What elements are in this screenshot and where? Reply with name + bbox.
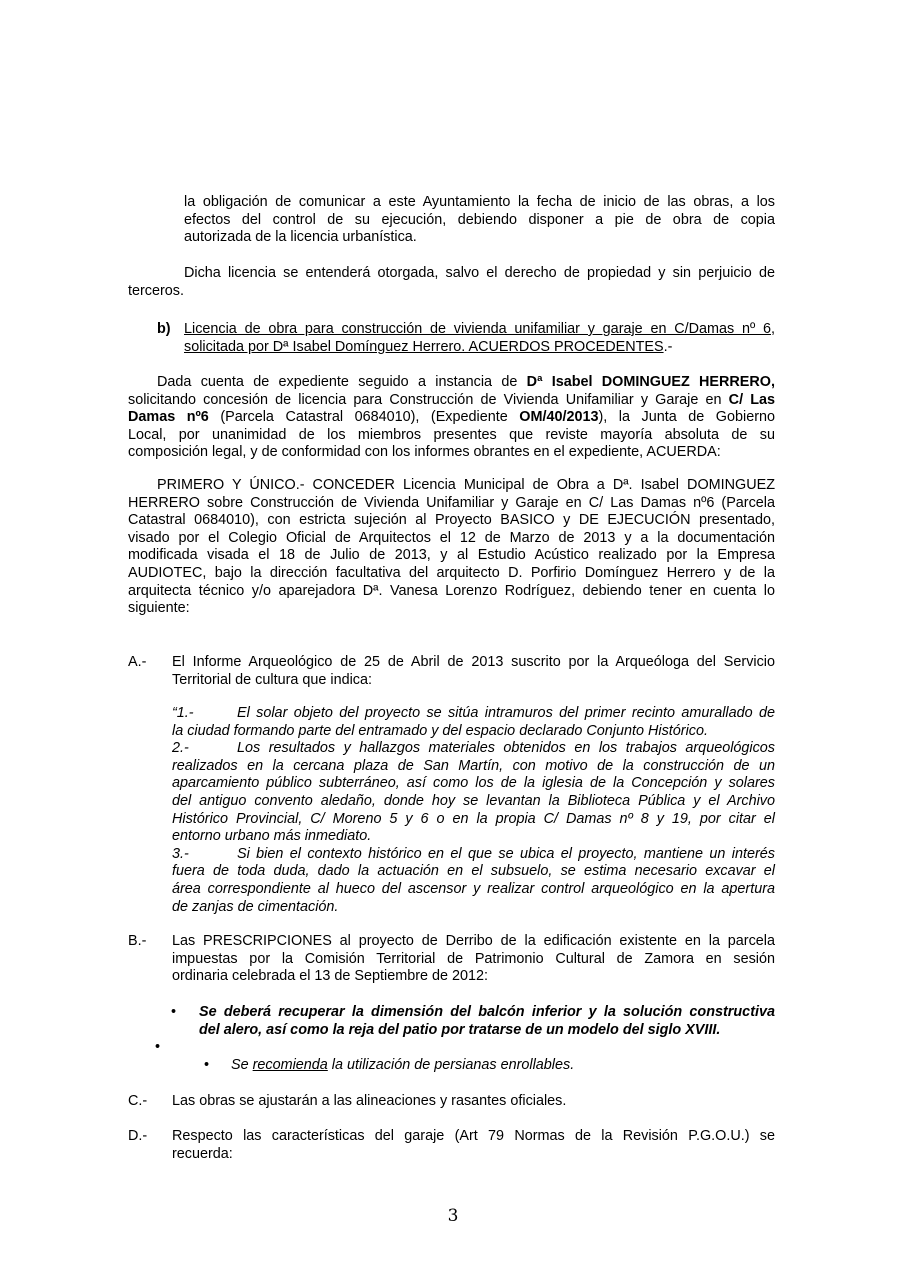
- text-line: del alero, así como la reja del patio por tratarse de un modelo del siglo XVIII.: [199, 1021, 721, 1038]
- text-line: Las obras se ajustarán a las alineaciones y rasantes oficiales.: [172, 1093, 567, 1109]
- street-number: Damas nº6: [128, 409, 209, 426]
- text-line: Catastral 0684010), con estricta sujeción al Proyecto BASICO y DE EJECUCIÓN presentado,: [128, 512, 775, 529]
- text-span: Se: [231, 1057, 253, 1073]
- bullet-icon: •: [204, 1057, 210, 1073]
- bullet-recommendation: [231, 1057, 775, 1075]
- item-b-upper-text: [172, 933, 775, 986]
- text-span: Los resultados y hallazgos materiales obtenidos en los trabajos arqueológicos: [237, 740, 775, 757]
- text-line: la ciudad formando parte del entramado y del espacio declarado Conjunto Histórico.: [172, 722, 708, 739]
- quote-number: 2.-: [172, 740, 189, 757]
- text-line: solicitada por Dª Isabel Domínguez Herrero. ACUERDOS PROCEDENTES: [184, 338, 664, 355]
- text-line: Histórico Provincial, C/ Moreno 5 y 6 o en la propia C/ Damas nº 8 y 19, por citar el: [172, 810, 775, 827]
- text-line: efectos del control de su ejecución, debiendo disponer a pie de obra de copia: [184, 211, 775, 228]
- item-a-label: A.-: [128, 654, 147, 670]
- bullet-prescription: [199, 1004, 775, 1039]
- text-line: del antiguo convento aledaño, donde hoy se levantan la Biblioteca Pública y el Archivo: [172, 792, 775, 809]
- text-line: impuestas por la Comisión Territorial de Patrimonio Cultural de Zamora en sesión: [172, 950, 775, 967]
- text-line: área correspondiente al hueco del ascensor y realizar control arqueológico en la apertura: [172, 880, 775, 897]
- text-line: aparcamiento público subterráneo, así como los de la iglesia de la Concepción y solares: [172, 775, 775, 792]
- item-a-text: [172, 654, 775, 689]
- applicant-name: Dª Isabel DOMINGUEZ HERRERO,: [526, 374, 775, 390]
- item-d-label: D.-: [128, 1128, 148, 1144]
- text-line: de zanjas de cimentación.: [172, 898, 339, 915]
- text-line: Las PRESCRIPCIONES al proyecto de Derribo de la edificación existente en la parcela: [172, 933, 775, 949]
- text-span: Si bien el contexto histórico en el que se ubica el proyecto, mantiene un interés: [237, 845, 775, 862]
- text-line: Respecto las características del garaje (Art 79 Normas de la Revisión P.G.O.U.) se: [172, 1128, 775, 1144]
- text-span: recomienda: [252, 1057, 328, 1073]
- text-line: AUDIOTEC, bajo la dirección facultativa del arquitecto D. Porfirio Domínguez Herrero y de la: [128, 564, 775, 581]
- quote-number: 3.-: [172, 845, 189, 862]
- text-span: (Parcela Catastral 0684010), (Expediente: [208, 409, 520, 426]
- text-span: Dada cuenta de expediente seguido a instancia de: [157, 374, 527, 390]
- text-line: entorno urbano más inmediato.: [172, 828, 372, 845]
- item-b-heading: [184, 321, 775, 356]
- text-line: siguiente:: [128, 600, 190, 617]
- street-name: C/ Las: [728, 391, 776, 408]
- text-line: El Informe Arqueológico de 25 de Abril de 2013 suscrito por la Arqueóloga del Servicio: [172, 654, 775, 670]
- text-line: ordinaria celebrada el 13 de Septiembre de 2012:: [172, 968, 489, 985]
- text-line: recuerda:: [172, 1145, 233, 1162]
- text-line: modificada visada el 18 de Julio de 2013, y al Estudio Acústico realizado por la Empresa: [128, 547, 775, 564]
- text-span: solicitando concesión de licencia para Construcción de Vivienda Unifamiliar y Garaje en: [128, 391, 729, 408]
- bullet-icon: •: [155, 1039, 161, 1055]
- item-b-label: b): [157, 321, 171, 337]
- paragraph-expediente: [128, 374, 775, 462]
- text-line: arquitecta técnico y/o aparejadora Dª. Vanesa Lorenzo Rodríguez, debiendo tener en cuenta lo: [128, 582, 775, 599]
- text-line: terceros.: [128, 282, 184, 299]
- text-line: Se deberá recuperar la dimensión del balcón inferior y la solución constructiva: [199, 1004, 775, 1020]
- text-line: composición legal, y de conformidad con los informes obrantes en el expediente, ACUERDA:: [128, 444, 721, 461]
- paragraph-license-obligation: [184, 194, 775, 247]
- text-span: El solar objeto del proyecto se sitúa intramuros del primer recinto amurallado de: [237, 705, 775, 721]
- text-line: fuera de toda duda, dado la actuación en el subsuelo, se estima necesario excavar el: [172, 863, 775, 880]
- text-line: PRIMERO Y ÚNICO.- CONCEDER Licencia Municipal de Obra a Dª. Isabel DOMINGUEZ: [157, 477, 775, 493]
- text-line: Dicha licencia se entenderá otorgada, salvo el derecho de propiedad y sin perjuicio de: [184, 265, 775, 281]
- item-d-text: [172, 1128, 775, 1163]
- text-line: autorizada de la licencia urbanística.: [184, 229, 417, 246]
- text-line: Licencia de obra para construcción de vivienda unifamiliar y garaje en C/Damas nº 6,: [184, 321, 775, 337]
- text-span: ), la Junta de Gobierno: [598, 409, 776, 426]
- item-b-upper-label: B.-: [128, 933, 147, 949]
- text-suffix: .-: [663, 338, 673, 355]
- text-line: HERRERO sobre Construcción de Vivienda Unifamiliar y Garaje en C/ Las Damas nº6 (Parcela: [128, 494, 775, 511]
- text-span: la utilización de persianas enrollables.: [327, 1057, 575, 1073]
- paragraph-license-granted: [128, 265, 775, 300]
- quote-number: “1.-: [172, 705, 194, 721]
- text-line: Territorial de cultura que indica:: [172, 671, 372, 688]
- bullet-icon: •: [171, 1004, 177, 1020]
- text-line: Local, por unanimidad de los miembros presentes que reviste mayoría absoluta de su: [128, 426, 775, 443]
- archaeology-quote: [172, 705, 775, 916]
- text-line: la obligación de comunicar a este Ayuntamiento la fecha de inicio de las obras, a los: [184, 194, 775, 210]
- text-line: visado por el Colegio Oficial de Arquitectos el 12 de Marzo de 2013 y a la documentación: [128, 529, 775, 546]
- item-c-text: [172, 1093, 775, 1111]
- text-line: realizados en la cercana plaza de San Martín, con motivo de la construcción de un: [172, 757, 775, 774]
- expediente-number: OM/40/2013: [519, 409, 599, 426]
- paragraph-resolution: [128, 477, 775, 618]
- page-number: 3: [447, 1206, 459, 1226]
- item-c-label: C.-: [128, 1093, 148, 1109]
